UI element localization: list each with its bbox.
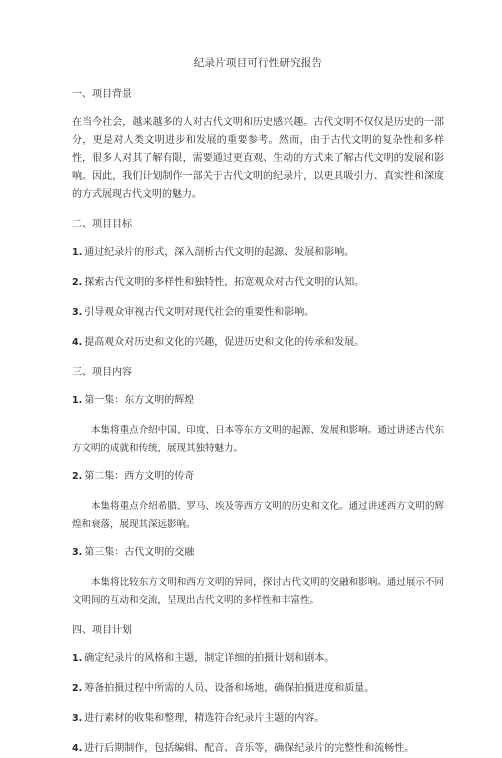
- item-number: 1.: [72, 247, 83, 258]
- item-number: 3.: [72, 307, 83, 318]
- list-item: [72, 740, 444, 758]
- item-text: 引导观众审视古代文明对现代社会的重要性和影响。: [84, 307, 315, 318]
- item-number: 2.: [72, 683, 83, 694]
- item-text: 第一集：东方文明的辉煌: [84, 395, 195, 406]
- item-number: 1.: [72, 395, 83, 406]
- item-number: 4.: [72, 337, 83, 348]
- episode-title: [72, 468, 444, 486]
- episode-description: 本集将重点介绍希腊、罗马、埃及等西方文明的历史和文化。通过讲述西方文明的辉煌和衰落，展现其深远影响。: [72, 501, 444, 530]
- section-heading-background: 一、项目背景: [72, 89, 132, 100]
- background-paragraph: 在当今社会，越来越多的人对古代文明和历史感兴趣。古代文明不仅仅是历史的一部分，更是对人类文明进步和发展的重要参考。然而，由于古代文明的复杂性和多样性，很多人对其了解有限，需要通过更直观、生动的方式来了解古代文明的发展和影响。因此，我们计划制作一部关于古代文明的纪录片，以更具吸引力、真实性和深度的方式展现古代文明的魅力。: [72, 117, 444, 200]
- item-text: 第三集：古代文明的交融: [84, 547, 195, 558]
- list-item: [72, 650, 444, 668]
- section-heading-content: 三、项目内容: [72, 367, 132, 378]
- episode-title: [72, 392, 444, 410]
- item-text: 进行后期制作，包括编辑、配音、音乐等，确保纪录片的完整性和流畅性。: [84, 743, 415, 754]
- episode-title: [72, 544, 444, 562]
- list-item: [72, 680, 444, 698]
- item-number: 3.: [72, 713, 83, 724]
- episode-description: 本集将比较东方文明和西方文明的异同，探讨古代文明的交融和影响。通过展示不同文明间的互动和交流，呈现出古代文明的多样性和丰富性。: [72, 577, 444, 606]
- item-text: 探索古代文明的多样性和独特性，拓宽观众对古代文明的认知。: [84, 277, 365, 288]
- list-item: [72, 244, 444, 262]
- list-item: [72, 710, 444, 728]
- item-text: 第二集：西方文明的传奇: [84, 471, 195, 482]
- list-item: [72, 304, 444, 322]
- item-number: 1.: [72, 653, 83, 664]
- item-text: 进行素材的收集和整理，精选符合纪录片主题的内容。: [84, 713, 325, 724]
- list-item: [72, 334, 444, 352]
- episode-description: 本集将重点介绍中国、印度、日本等东方文明的起源、发展和影响。通过讲述古代东方文明的成就和传统，展现其独特魅力。: [72, 425, 444, 454]
- section-heading-plan: 四、项目计划: [72, 625, 132, 636]
- item-text: 确定纪录片的风格和主题，制定详细的拍摄计划和剧本。: [84, 653, 335, 664]
- document-title: 纪录片项目可行性研究报告: [193, 57, 323, 69]
- item-number: 3.: [72, 547, 83, 558]
- list-item: [72, 274, 444, 292]
- item-number: 2.: [72, 277, 83, 288]
- item-text: 筹备拍摄过程中所需的人员、设备和场地，确保拍摄进度和质量。: [84, 683, 375, 694]
- item-text: 提高观众对历史和文化的兴趣，促进历史和文化的传承和发展。: [84, 337, 365, 348]
- section-heading-goals: 二、项目目标: [72, 219, 132, 230]
- item-number: 2.: [72, 471, 83, 482]
- item-text: 通过纪录片的形式，深入剖析古代文明的起源、发展和影响。: [84, 247, 355, 258]
- item-number: 4.: [72, 743, 83, 754]
